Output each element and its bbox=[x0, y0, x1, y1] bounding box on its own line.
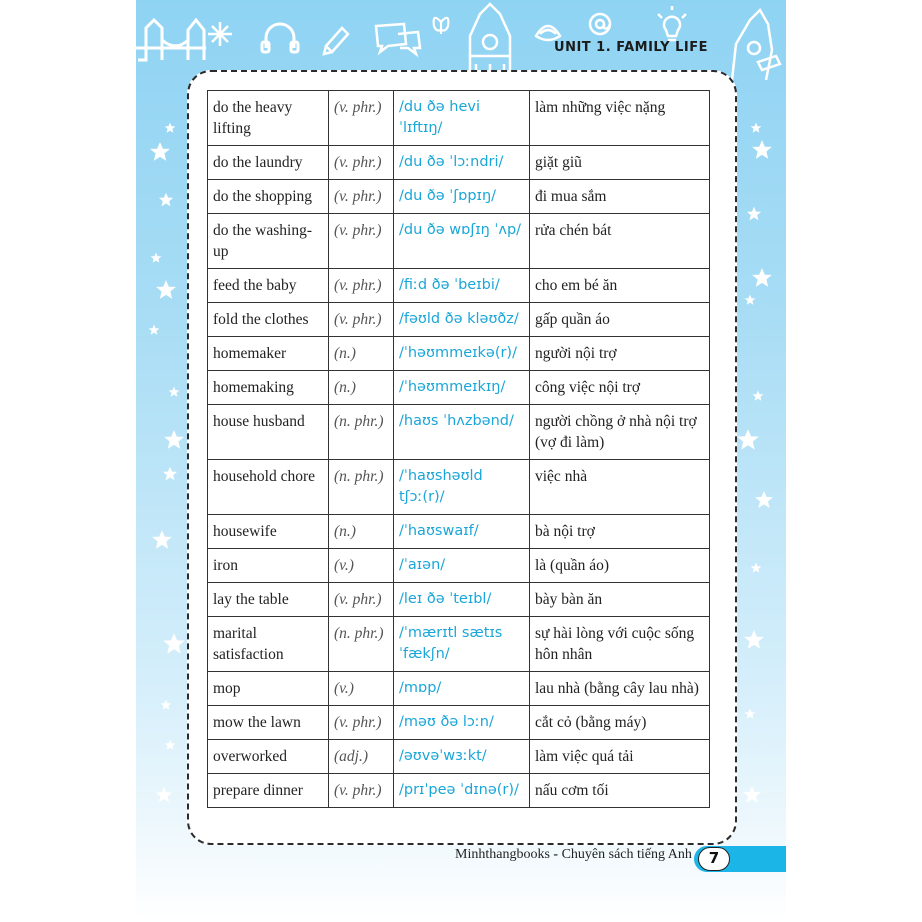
cell-meaning: làm những việc nặng bbox=[530, 91, 710, 146]
cell-pos: (v.) bbox=[329, 549, 394, 583]
page-number: 7 bbox=[698, 847, 730, 871]
table-row bbox=[208, 303, 710, 337]
table-row bbox=[208, 337, 710, 371]
snowflake-icon bbox=[208, 22, 232, 46]
cell-meaning: bà nội trợ bbox=[530, 515, 710, 549]
cell-pos: (n. phr.) bbox=[329, 460, 394, 515]
cell-meaning: cắt cỏ (bằng máy) bbox=[530, 706, 710, 740]
cell-ipa: /haʊs ˈhʌzbənd/ bbox=[394, 405, 530, 460]
cell-meaning: rửa chén bát bbox=[530, 214, 710, 269]
cell-word: do the washing-up bbox=[208, 214, 329, 269]
cell-pos: (n. phr.) bbox=[329, 405, 394, 460]
cell-ipa: /mɒp/ bbox=[394, 672, 530, 706]
table-row bbox=[208, 740, 710, 774]
cell-pos: (v. phr.) bbox=[329, 146, 394, 180]
cell-pos: (v. phr.) bbox=[329, 91, 394, 146]
cell-word: housewife bbox=[208, 515, 329, 549]
cell-pos: (adj.) bbox=[329, 740, 394, 774]
cell-meaning: công việc nội trợ bbox=[530, 371, 710, 405]
lotus-icon bbox=[536, 26, 560, 40]
cell-pos: (n.) bbox=[329, 371, 394, 405]
unit-title: UNIT 1. FAMILY LIFE bbox=[554, 40, 708, 55]
cell-pos: (v.) bbox=[329, 672, 394, 706]
chat-bubbles-icon bbox=[376, 24, 420, 54]
cell-ipa: /ˈhəʊmmeɪkə(r)/ bbox=[394, 337, 530, 371]
cell-word: homemaker bbox=[208, 337, 329, 371]
cell-pos: (n. phr.) bbox=[329, 617, 394, 672]
cell-word: overworked bbox=[208, 740, 329, 774]
cell-meaning: nấu cơm tối bbox=[530, 774, 710, 808]
cell-ipa: /ˈhaʊswaɪf/ bbox=[394, 515, 530, 549]
cell-meaning: đi mua sắm bbox=[530, 180, 710, 214]
headphones-icon bbox=[262, 24, 298, 52]
at-sign-icon bbox=[590, 14, 610, 34]
table-row bbox=[208, 269, 710, 303]
table-row bbox=[208, 617, 710, 672]
cell-word: mow the lawn bbox=[208, 706, 329, 740]
cell-ipa: /ˈmærɪtl sætɪsˈfækʃn/ bbox=[394, 617, 530, 672]
cell-ipa: /ˈhəʊmmeɪkɪŋ/ bbox=[394, 371, 530, 405]
cell-pos: (v. phr.) bbox=[329, 583, 394, 617]
cell-ipa: /ˈhaʊshəʊld tʃɔː(r)/ bbox=[394, 460, 530, 515]
big-ben-icon bbox=[732, 10, 780, 80]
cell-word: marital satisfaction bbox=[208, 617, 329, 672]
cell-meaning: lau nhà (bằng cây lau nhà) bbox=[530, 672, 710, 706]
cell-meaning: sự hài lòng với cuộc sống hôn nhân bbox=[530, 617, 710, 672]
table-row bbox=[208, 91, 710, 146]
cell-pos: (v. phr.) bbox=[329, 180, 394, 214]
cell-word: prepare dinner bbox=[208, 774, 329, 808]
table-row bbox=[208, 583, 710, 617]
tower-bridge-icon bbox=[136, 20, 206, 60]
cell-word: lay the table bbox=[208, 583, 329, 617]
cell-word: homemaking bbox=[208, 371, 329, 405]
butterfly-icon bbox=[434, 18, 449, 34]
cell-meaning: người chồng ở nhà nội trợ (vợ đi làm) bbox=[530, 405, 710, 460]
cell-ipa: /prɪˈpeə ˈdɪnə(r)/ bbox=[394, 774, 530, 808]
cell-pos: (v. phr.) bbox=[329, 303, 394, 337]
table-row bbox=[208, 672, 710, 706]
cell-pos: (n.) bbox=[329, 515, 394, 549]
cell-pos: (v. phr.) bbox=[329, 214, 394, 269]
cell-ipa: /fəʊld ðə kləʊðz/ bbox=[394, 303, 530, 337]
cell-word: do the heavy lifting bbox=[208, 91, 329, 146]
table-row bbox=[208, 706, 710, 740]
footer-separator: - bbox=[549, 847, 562, 862]
cell-meaning: là (quần áo) bbox=[530, 549, 710, 583]
cell-ipa: /ˈaɪən/ bbox=[394, 549, 530, 583]
cell-ipa: /əʊvəˈwɜːkt/ bbox=[394, 740, 530, 774]
table-row bbox=[208, 146, 710, 180]
table-row bbox=[208, 549, 710, 583]
table-row bbox=[208, 371, 710, 405]
cell-ipa: /fiːd ðə ˈbeɪbi/ bbox=[394, 269, 530, 303]
table-row bbox=[208, 214, 710, 269]
big-ben-icon bbox=[470, 4, 510, 80]
cell-word: fold the clothes bbox=[208, 303, 329, 337]
table-row bbox=[208, 180, 710, 214]
cell-word: feed the baby bbox=[208, 269, 329, 303]
cell-meaning: người nội trợ bbox=[530, 337, 710, 371]
cell-meaning: cho em bé ăn bbox=[530, 269, 710, 303]
cell-word: house husband bbox=[208, 405, 329, 460]
cell-meaning: việc nhà bbox=[530, 460, 710, 515]
cell-meaning: bày bàn ăn bbox=[530, 583, 710, 617]
cell-pos: (n.) bbox=[329, 337, 394, 371]
cell-pos: (v. phr.) bbox=[329, 269, 394, 303]
cell-word: do the laundry bbox=[208, 146, 329, 180]
table-row bbox=[208, 515, 710, 549]
table-row bbox=[208, 460, 710, 515]
footer-text bbox=[455, 847, 692, 863]
cell-ipa: /leɪ ðə ˈteɪbl/ bbox=[394, 583, 530, 617]
cell-meaning: giặt giũ bbox=[530, 146, 710, 180]
cell-ipa: /du ðə wɒʃɪŋ ˈʌp/ bbox=[394, 214, 530, 269]
pencil-icon bbox=[324, 28, 348, 54]
cell-word: iron bbox=[208, 549, 329, 583]
cell-ipa: /du ðə hevi ˈlɪftɪŋ/ bbox=[394, 91, 530, 146]
cell-word: household chore bbox=[208, 460, 329, 515]
table-row bbox=[208, 774, 710, 808]
cell-pos: (v. phr.) bbox=[329, 774, 394, 808]
publisher-tagline: Chuyên sách tiếng Anh bbox=[561, 847, 692, 862]
vocabulary-table-body bbox=[208, 91, 710, 808]
vocabulary-table bbox=[207, 90, 710, 808]
cell-word: mop bbox=[208, 672, 329, 706]
cell-ipa: /du ðə ˈlɔːndri/ bbox=[394, 146, 530, 180]
cell-meaning: làm việc quá tải bbox=[530, 740, 710, 774]
table-row bbox=[208, 405, 710, 460]
cell-pos: (v. phr.) bbox=[329, 706, 394, 740]
cell-ipa: /məʊ ðə lɔːn/ bbox=[394, 706, 530, 740]
cell-word: do the shopping bbox=[208, 180, 329, 214]
publisher-name: Minhthangbooks bbox=[455, 847, 550, 862]
cell-ipa: /du ðə ˈʃɒpɪŋ/ bbox=[394, 180, 530, 214]
cell-meaning: gấp quần áo bbox=[530, 303, 710, 337]
lightbulb-icon bbox=[658, 6, 686, 40]
